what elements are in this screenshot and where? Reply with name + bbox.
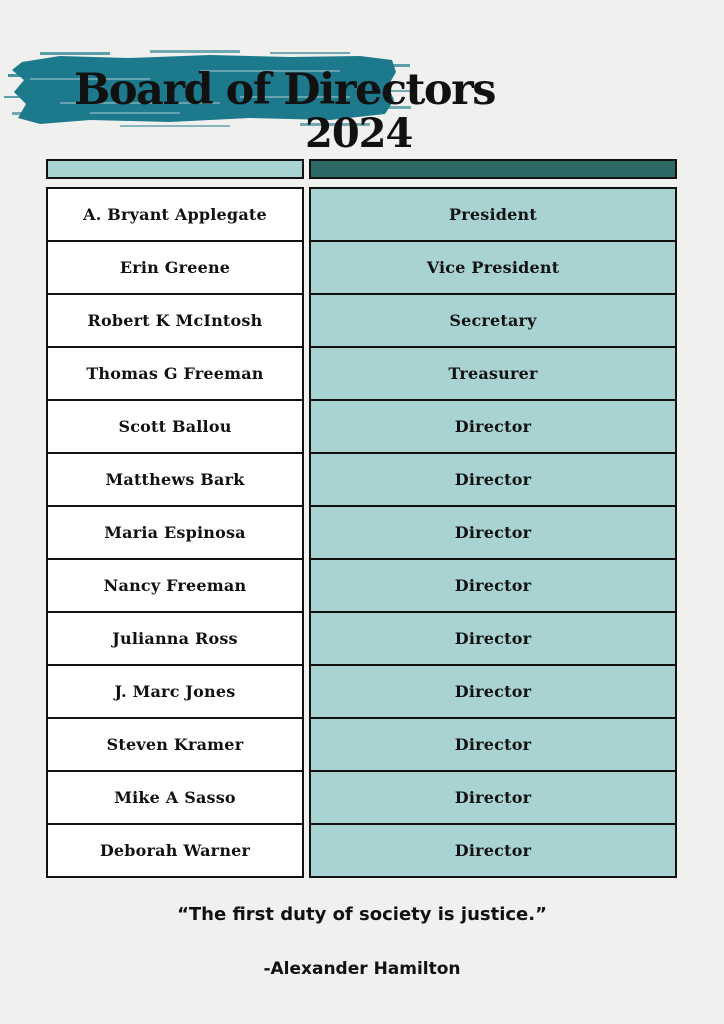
roles-header-bar <box>309 159 677 179</box>
member-name: A. Bryant Applegate <box>48 189 302 242</box>
page-title: Board of Directors <box>74 65 495 115</box>
year-heading: 2024 <box>305 110 413 157</box>
member-role: Director <box>311 772 675 825</box>
member-role: Director <box>311 401 675 454</box>
member-role: Director <box>311 507 675 560</box>
member-name: Maria Espinosa <box>48 507 302 560</box>
member-name: Thomas G Freeman <box>48 348 302 401</box>
board-roster-table <box>46 187 677 878</box>
roles-column <box>309 187 677 878</box>
quote-text: “The first duty of society is justice.” <box>177 904 547 925</box>
member-name: Erin Greene <box>48 242 302 295</box>
member-role: President <box>311 189 675 242</box>
member-role: Director <box>311 454 675 507</box>
member-name: Scott Ballou <box>48 401 302 454</box>
member-role: Director <box>311 560 675 613</box>
member-name: Julianna Ross <box>48 613 302 666</box>
member-name: Nancy Freeman <box>48 560 302 613</box>
member-role: Director <box>454 841 532 860</box>
member-name: J. Marc Jones <box>48 666 302 719</box>
member-name: Deborah Warner <box>99 841 251 860</box>
member-role: Director <box>311 719 675 772</box>
member-name: Mike A Sasso <box>48 772 302 825</box>
member-role: Treasurer <box>311 348 675 401</box>
names-column <box>46 187 304 878</box>
member-name: Matthews Bark <box>48 454 302 507</box>
member-role: Director <box>311 666 675 719</box>
member-name: Robert K McIntosh <box>48 295 302 348</box>
names-header-bar <box>46 159 304 179</box>
member-name: Steven Kramer <box>48 719 302 772</box>
member-role: Director <box>311 613 675 666</box>
member-role: Secretary <box>311 295 675 348</box>
member-role: Vice President <box>311 242 675 295</box>
quote-author: -Alexander Hamilton <box>263 959 461 979</box>
